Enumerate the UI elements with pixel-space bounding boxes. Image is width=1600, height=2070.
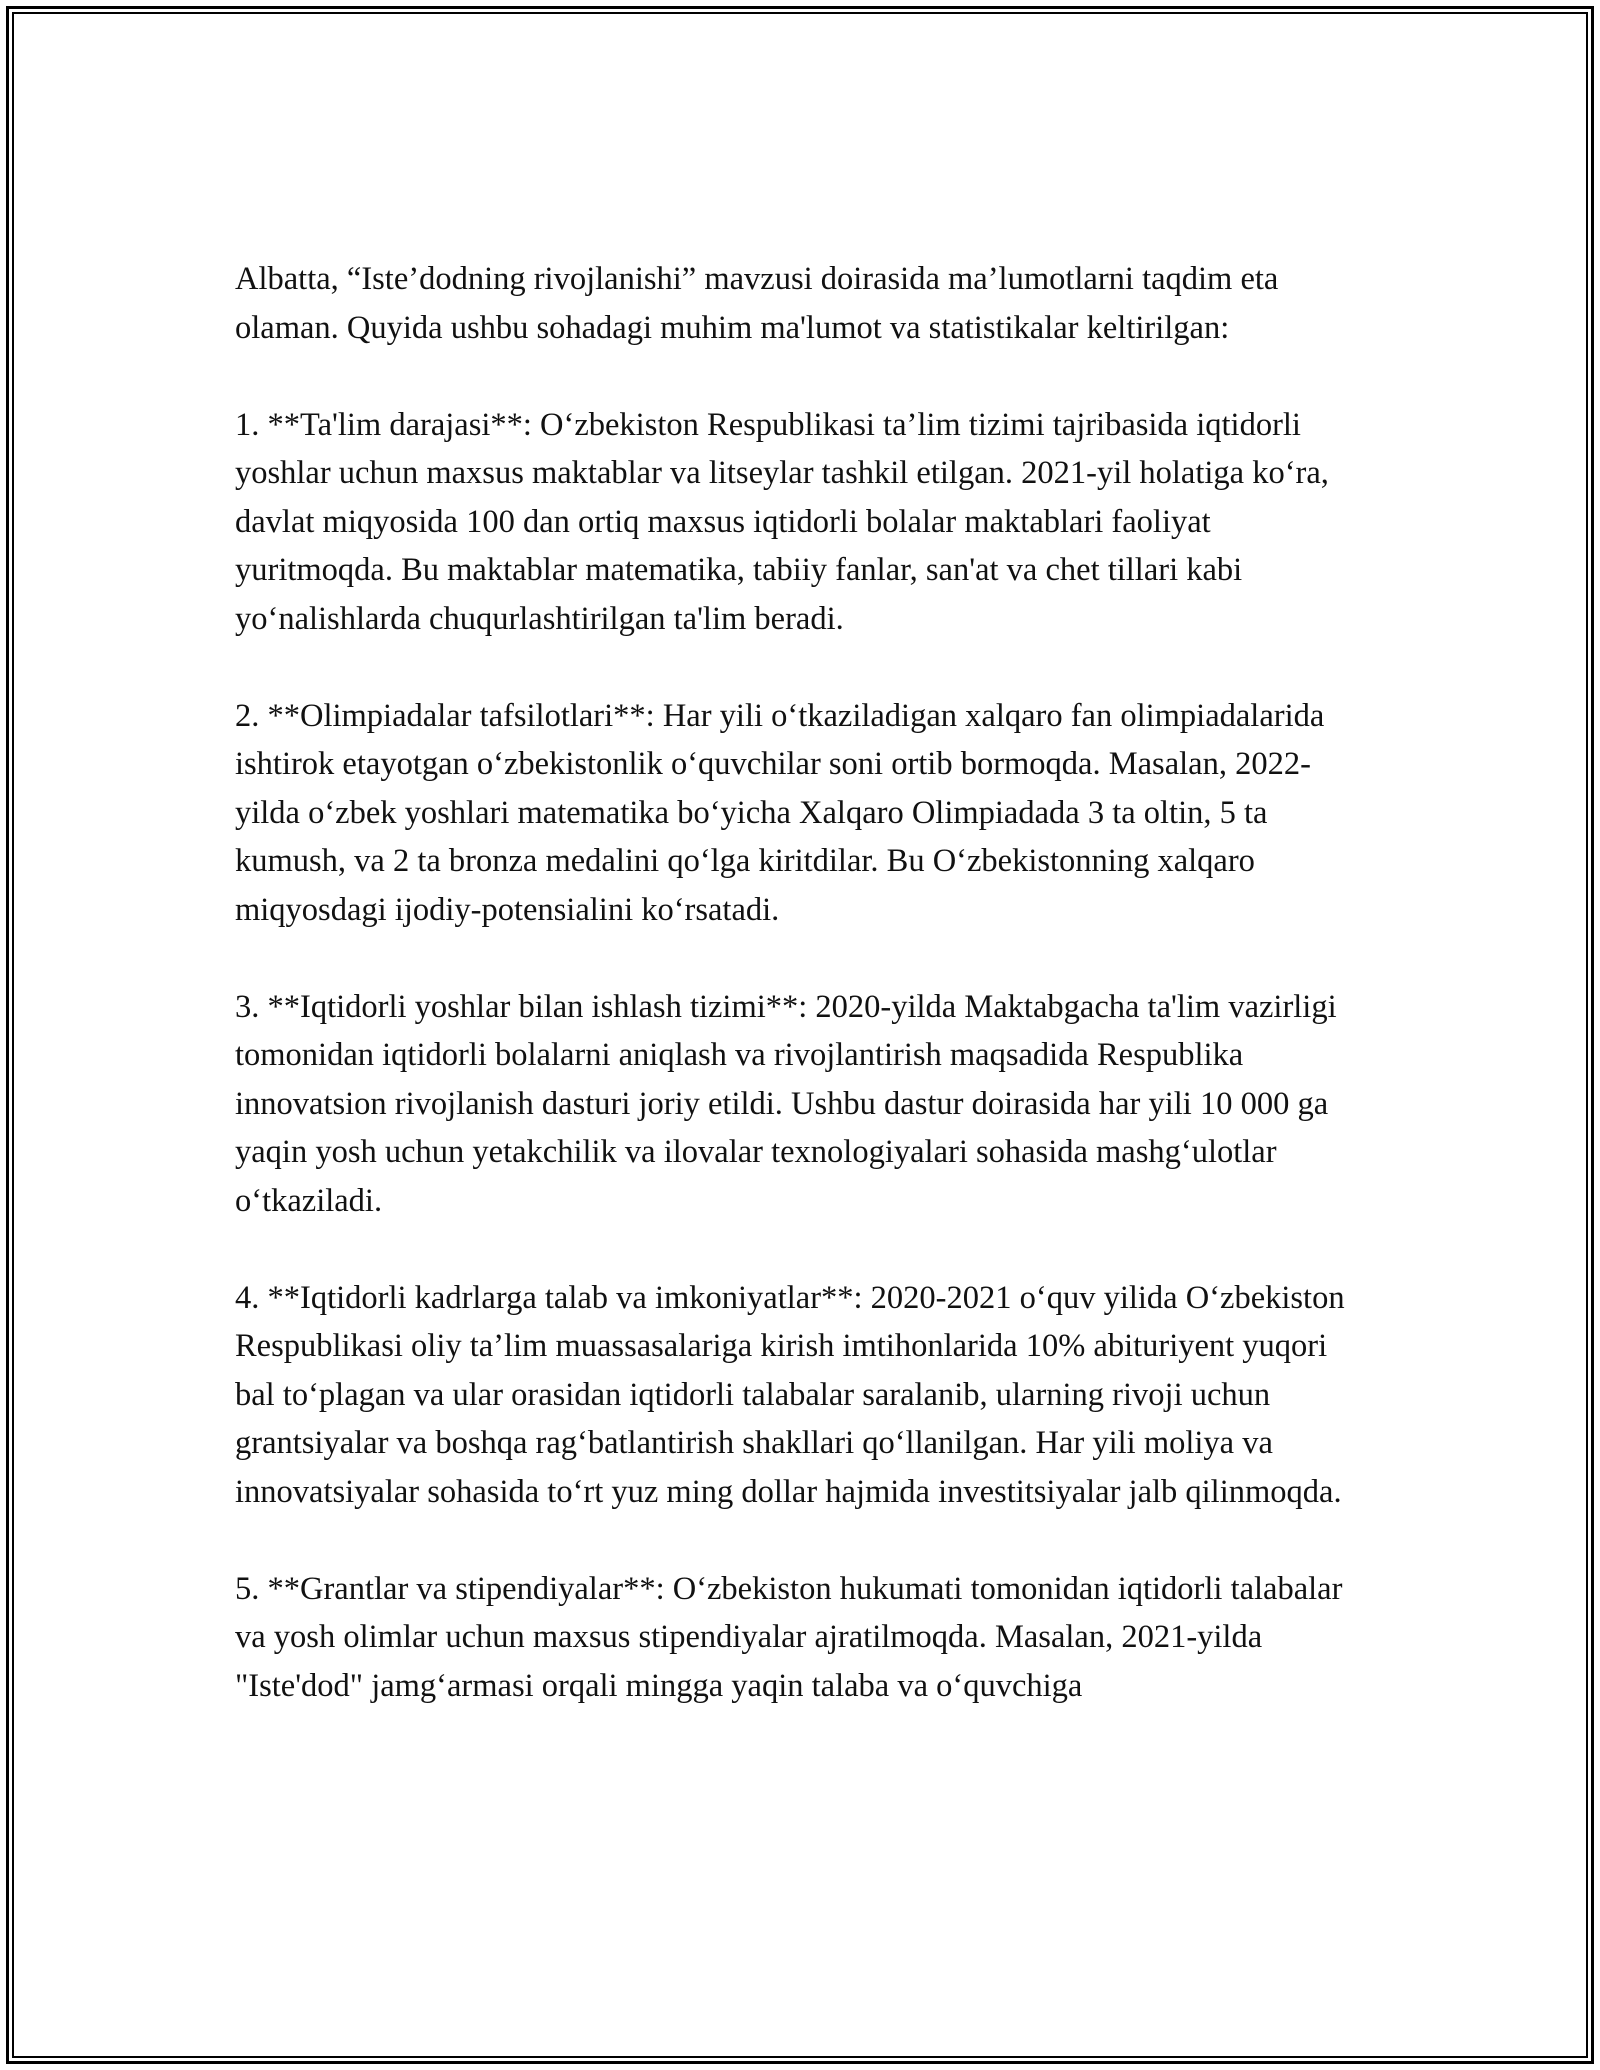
document-body (235, 255, 1370, 1710)
paragraph-talent-system: 3. **Iqtidorli yoshlar bilan ishlash tizimi**: 2020-yilda Maktabgacha ta'lim vazirligi tomonidan iqtidorli bolalarni aniqlash va rivojlantirish maqsadida Respublika innovatsion rivojlanish dasturi joriy etildi. Ushbu dastur doirasida har yili 10 000 ga yaqin yosh uchun yetakchilik va ilovalar texnologiyalari sohasida mashg‘ulotlar o‘tkaziladi. (235, 988, 1337, 1219)
paragraph-olympiads: 2. **Olimpiadalar tafsilotlari**: Har yili o‘tkaziladigan xalqaro fan olimpiadalarida ishtirok etayotgan o‘zbekistonlik o‘quvchilar soni ortib bormoqda. Masalan, 2022-yilda o‘zbek yoshlari matematika bo‘yicha Xalqaro Olimpiadada 3 ta oltin, 5 ta kumush, va 2 ta bronza medalini qo‘lga kiritdilar. Bu O‘zbekistonning xalqaro miqyosdagi ijodiy-potensialini ko‘rsatadi. (235, 697, 1325, 928)
intro-paragraph: Albatta, “Iste’dodning rivojlanishi” mavzusi doirasida ma’lumotlarni taqdim eta olaman. Quyida ushbu sohadagi muhim ma'lumot va statistikalar keltirilgan: (235, 261, 1279, 346)
paragraph-talent-demand: 4. **Iqtidorli kadrlarga talab va imkoniyatlar**: 2020-2021 o‘quv yilida O‘zbekiston Respublikasi oliy ta’lim muassasalariga kirish imtihonlarida 10% abituriyent yuqori bal to‘plagan va ular orasidan iqtidorli talabalar saralanib, ularning rivoji uchun grantsiyalar va boshqa rag‘batlantirish shakllari qo‘llanilgan. Har yili moliya va innovatsiyalar sohasida to‘rt yuz ming dollar hajmida investitsiyalar jalb qilinmoqda. (235, 1279, 1345, 1510)
paragraph-education-level: 1. **Ta'lim darajasi**: O‘zbekiston Respublikasi ta’lim tizimi tajribasida iqtidorli yoshlar uchun maxsus maktablar va litseylar tashkil etilgan. 2021-yil holatiga ko‘ra, davlat miqyosida 100 dan ortiq maxsus iqtidorli bolalar maktablari faoliyat yuritmoqda. Bu maktablar matematika, tabiiy fanlar, san'at va chet tillari kabi yo‘nalishlarda chuqurlashtirilgan ta'lim beradi. (235, 406, 1329, 637)
paragraph-grants: 5. **Grantlar va stipendiyalar**: O‘zbekiston hukumati tomonidan iqtidorli talabalar va yosh olimlar uchun maxsus stipendiyalar ajratilmoqda. Masalan, 2021-yilda "Iste'dod" jamg‘armasi orqali mingga yaqin talaba va o‘quvchiga (235, 1570, 1343, 1704)
